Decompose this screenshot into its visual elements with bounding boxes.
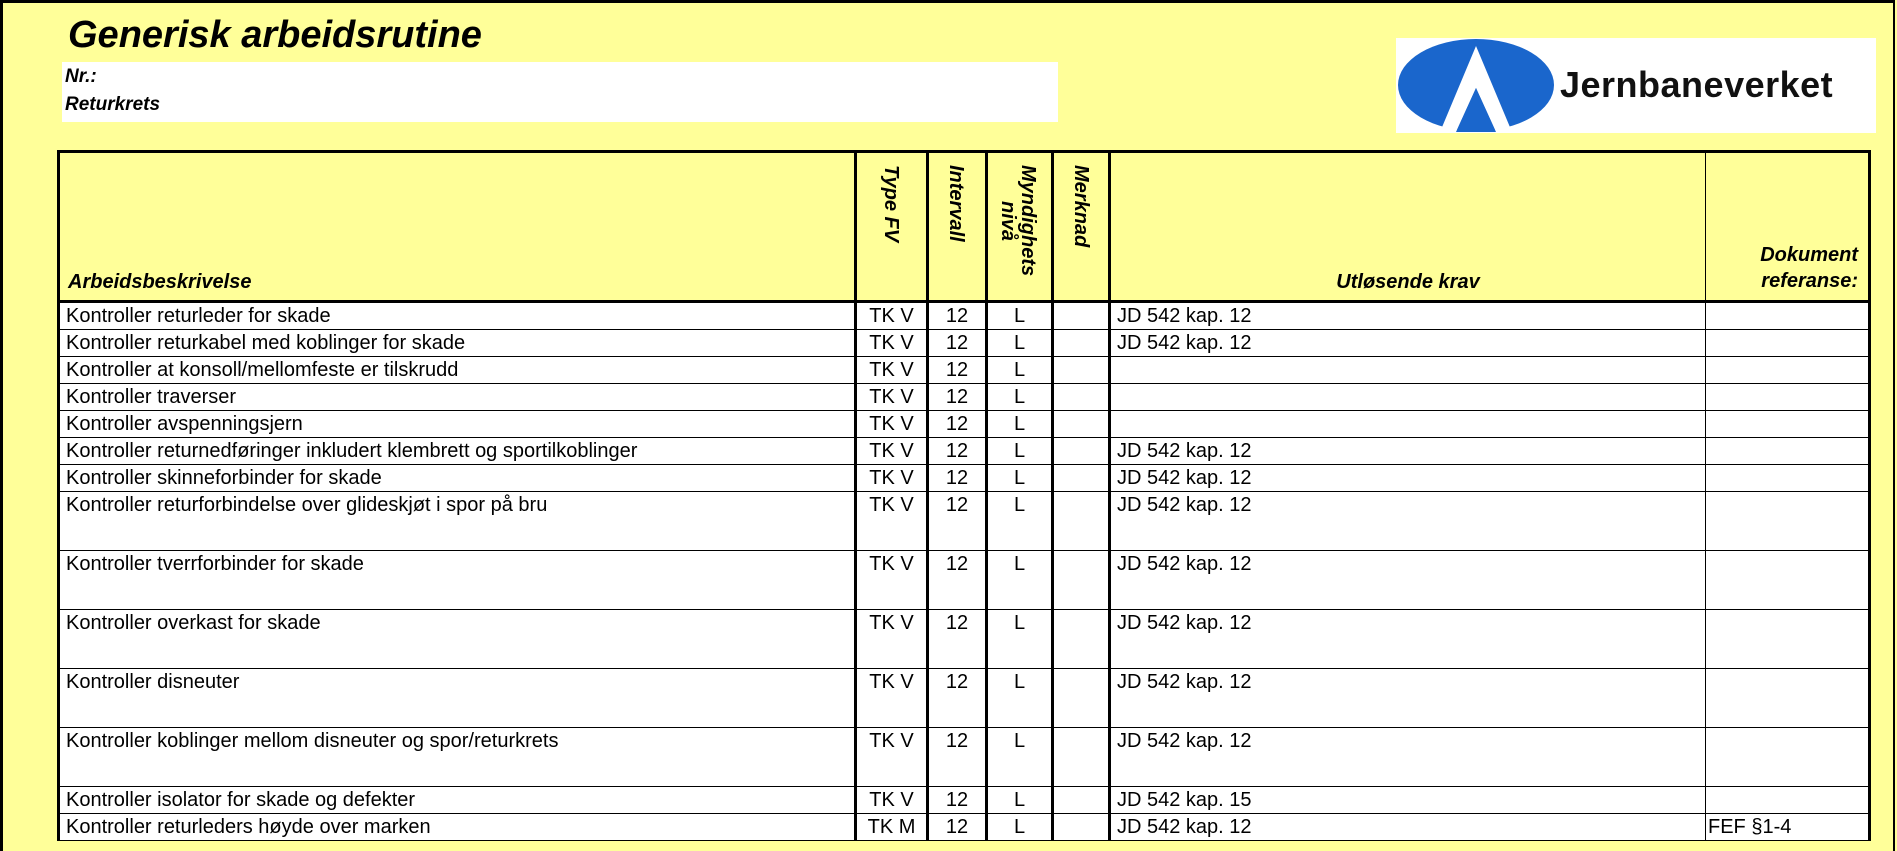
cell-intervall: 12 — [928, 411, 987, 438]
cell-dokument-referanse — [1706, 492, 1870, 551]
cell-type-fv: TK V — [856, 357, 928, 384]
cell-type-fv: TK V — [856, 669, 928, 728]
cell-myndighetsniva: L — [987, 330, 1053, 357]
cell-intervall: 12 — [928, 384, 987, 411]
cell-merknad — [1053, 438, 1110, 465]
cell-utlosende-krav: JD 542 kap. 12 — [1110, 465, 1706, 492]
cell-myndighetsniva: L — [987, 302, 1053, 330]
cell-type-fv: TK V — [856, 551, 928, 610]
cell-description: Kontroller at konsoll/mellomfeste er tilskrudd — [59, 357, 856, 384]
cell-merknad — [1053, 728, 1110, 787]
table-row — [59, 465, 1870, 492]
jernbaneverket-logo-icon — [1396, 38, 1556, 133]
cell-type-fv: TK V — [856, 465, 928, 492]
cell-myndighetsniva: L — [987, 728, 1053, 787]
cell-merknad — [1053, 357, 1110, 384]
cell-utlosende-krav — [1110, 384, 1706, 411]
cell-intervall: 12 — [928, 551, 987, 610]
cell-dokument-referanse — [1706, 669, 1870, 728]
cell-myndighetsniva: L — [987, 814, 1053, 841]
cell-merknad — [1053, 465, 1110, 492]
header-merknad — [1053, 152, 1110, 302]
cell-description: Kontroller returleder for skade — [59, 302, 856, 330]
cell-description: Kontroller tverrforbinder for skade — [59, 551, 856, 610]
cell-intervall: 12 — [928, 728, 987, 787]
cell-utlosende-krav: JD 542 kap. 12 — [1110, 302, 1706, 330]
cell-type-fv: TK V — [856, 492, 928, 551]
cell-dokument-referanse: FEF §1-4 — [1706, 814, 1870, 841]
header-arbeidsbeskrivelse: Arbeidsbeskrivelse — [59, 152, 856, 302]
table-body — [59, 302, 1870, 841]
cell-dokument-referanse — [1706, 610, 1870, 669]
cell-type-fv: TK V — [856, 728, 928, 787]
table-row — [59, 384, 1870, 411]
header-merknad-text: Merknad — [1070, 165, 1092, 248]
cell-utlosende-krav: JD 542 kap. 12 — [1110, 814, 1706, 841]
cell-myndighetsniva: L — [987, 384, 1053, 411]
header-intervall — [928, 152, 987, 302]
header-intervall-text: Intervall — [945, 165, 967, 242]
subtitle: Returkrets — [65, 94, 161, 115]
cell-intervall: 12 — [928, 610, 987, 669]
cell-myndighetsniva: L — [987, 492, 1053, 551]
cell-merknad — [1053, 302, 1110, 330]
cell-dokument-referanse — [1706, 411, 1870, 438]
cell-utlosende-krav — [1110, 357, 1706, 384]
cell-myndighetsniva: L — [987, 357, 1053, 384]
cell-type-fv: TK V — [856, 384, 928, 411]
cell-utlosende-krav — [1110, 411, 1706, 438]
cell-dokument-referanse — [1706, 302, 1870, 330]
cell-utlosende-krav: JD 542 kap. 12 — [1110, 438, 1706, 465]
cell-dokument-referanse — [1706, 438, 1870, 465]
cell-myndighetsniva: L — [987, 669, 1053, 728]
cell-intervall: 12 — [928, 357, 987, 384]
jernbaneverket-logo — [1396, 38, 1876, 133]
header-myndighetsniva — [987, 152, 1053, 302]
table-row — [59, 551, 1870, 610]
cell-intervall: 12 — [928, 438, 987, 465]
cell-intervall: 12 — [928, 814, 987, 841]
cell-merknad — [1053, 669, 1110, 728]
header-utlosende-krav: Utløsende krav — [1110, 152, 1706, 302]
cell-intervall: 12 — [928, 669, 987, 728]
cell-dokument-referanse — [1706, 330, 1870, 357]
table-row — [59, 669, 1870, 728]
cell-merknad — [1053, 551, 1110, 610]
cell-description: Kontroller traverser — [59, 384, 856, 411]
cell-description: Kontroller overkast for skade — [59, 610, 856, 669]
table-row — [59, 330, 1870, 357]
header-type-fv-text: Type FV — [880, 165, 902, 243]
cell-myndighetsniva: L — [987, 411, 1053, 438]
cell-utlosende-krav: JD 542 kap. 12 — [1110, 728, 1706, 787]
routine-table — [57, 150, 1871, 841]
cell-description: Kontroller avspenningsjern — [59, 411, 856, 438]
cell-type-fv: TK V — [856, 330, 928, 357]
table-row — [59, 787, 1870, 814]
cell-myndighetsniva: L — [987, 787, 1053, 814]
cell-intervall: 12 — [928, 330, 987, 357]
cell-utlosende-krav: JD 542 kap. 12 — [1110, 492, 1706, 551]
cell-type-fv: TK V — [856, 787, 928, 814]
cell-description: Kontroller returnedføringer inkludert klembrett og sportilkoblinger — [59, 438, 856, 465]
cell-utlosende-krav: JD 542 kap. 12 — [1110, 669, 1706, 728]
cell-intervall: 12 — [928, 302, 987, 330]
cell-description: Kontroller disneuter — [59, 669, 856, 728]
cell-intervall: 12 — [928, 465, 987, 492]
cell-myndighetsniva: L — [987, 551, 1053, 610]
cell-description: Kontroller koblinger mellom disneuter og spor/returkrets — [59, 728, 856, 787]
logo-brand-text: Jernbaneverket — [1560, 64, 1834, 105]
cell-type-fv: TK V — [856, 302, 928, 330]
cell-utlosende-krav: JD 542 kap. 12 — [1110, 610, 1706, 669]
cell-merknad — [1053, 330, 1110, 357]
header-dokument-line2: referanse: — [1761, 270, 1858, 292]
nr-label: Nr.: — [65, 66, 97, 87]
page-title: Generisk arbeidsrutine — [68, 14, 482, 56]
cell-merknad — [1053, 787, 1110, 814]
header-type-fv — [856, 152, 928, 302]
cell-description: Kontroller returforbindelse over glideskjøt i spor på bru — [59, 492, 856, 551]
cell-dokument-referanse — [1706, 384, 1870, 411]
cell-intervall: 12 — [928, 787, 987, 814]
cell-intervall: 12 — [928, 492, 987, 551]
cell-utlosende-krav: JD 542 kap. 15 — [1110, 787, 1706, 814]
cell-merknad — [1053, 492, 1110, 551]
cell-myndighetsniva: L — [987, 465, 1053, 492]
header-myndighetsniva-text: Myndighets nivå — [997, 165, 1039, 277]
table-row — [59, 302, 1870, 330]
cell-myndighetsniva: L — [987, 610, 1053, 669]
cell-type-fv: TK V — [856, 411, 928, 438]
cell-merknad — [1053, 411, 1110, 438]
table-row — [59, 610, 1870, 669]
cell-description: Kontroller returleders høyde over marken — [59, 814, 856, 841]
table-row — [59, 814, 1870, 841]
cell-merknad — [1053, 814, 1110, 841]
cell-type-fv: TK V — [856, 438, 928, 465]
table-row — [59, 728, 1870, 787]
cell-merknad — [1053, 384, 1110, 411]
table-row — [59, 438, 1870, 465]
table-row — [59, 357, 1870, 384]
cell-utlosende-krav: JD 542 kap. 12 — [1110, 551, 1706, 610]
cell-dokument-referanse — [1706, 551, 1870, 610]
cell-description: Kontroller isolator for skade og defekter — [59, 787, 856, 814]
cell-merknad — [1053, 610, 1110, 669]
table-row — [59, 492, 1870, 551]
info-box — [62, 62, 1058, 122]
cell-dokument-referanse — [1706, 465, 1870, 492]
header-dokument-referanse — [1706, 152, 1870, 302]
cell-type-fv: TK V — [856, 610, 928, 669]
cell-myndighetsniva: L — [987, 438, 1053, 465]
cell-description: Kontroller returkabel med koblinger for skade — [59, 330, 856, 357]
header-dokument-line1: Dokument — [1760, 244, 1858, 266]
cell-dokument-referanse — [1706, 728, 1870, 787]
cell-type-fv: TK M — [856, 814, 928, 841]
cell-dokument-referanse — [1706, 787, 1870, 814]
cell-dokument-referanse — [1706, 357, 1870, 384]
cell-description: Kontroller skinneforbinder for skade — [59, 465, 856, 492]
cell-utlosende-krav: JD 542 kap. 12 — [1110, 330, 1706, 357]
table-row — [59, 411, 1870, 438]
